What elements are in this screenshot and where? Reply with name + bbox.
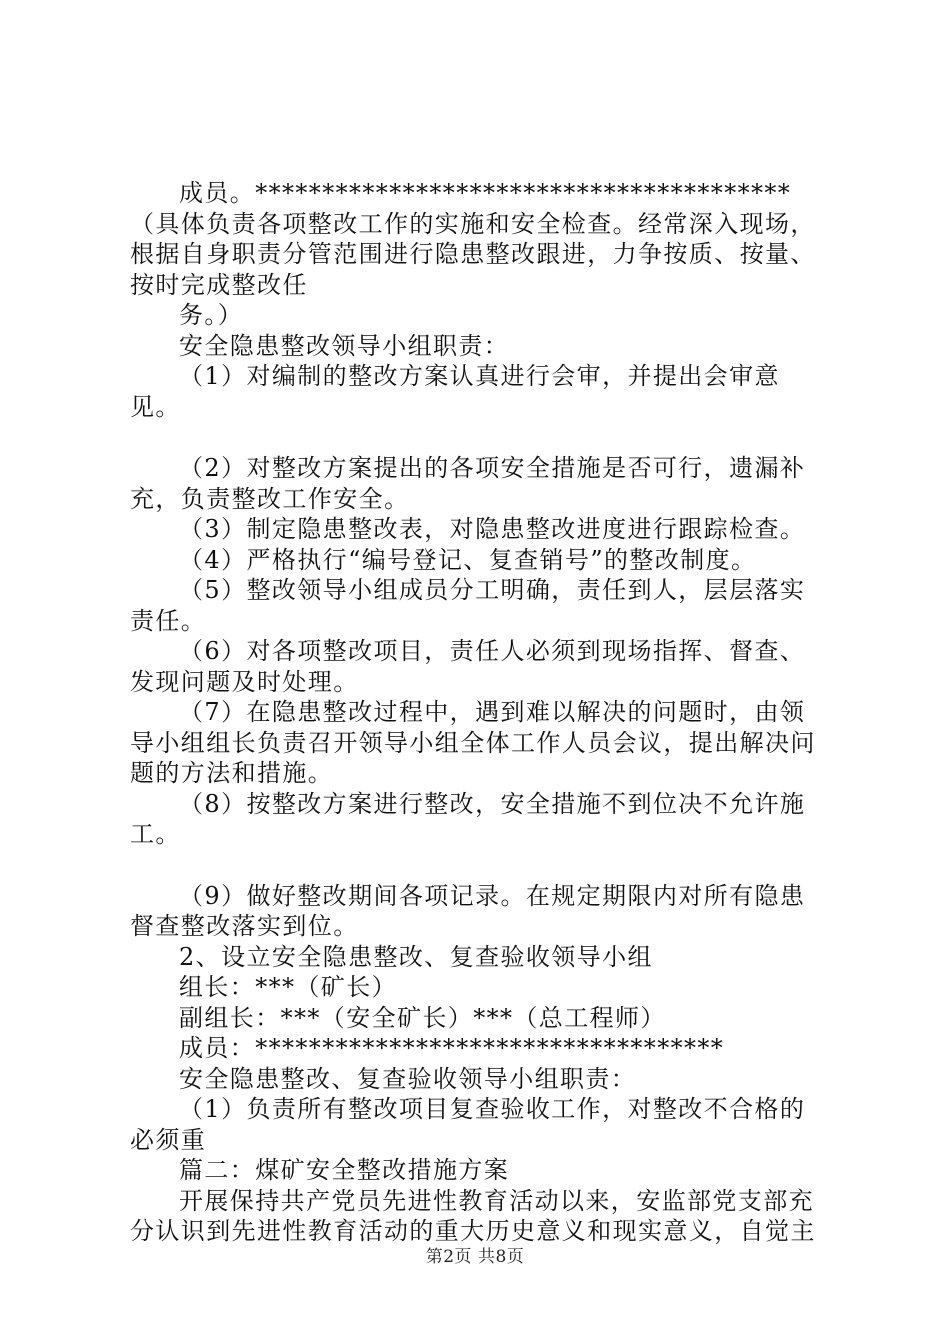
paragraph-duty-8: （8）按整改方案进行整改，安全措施不到位决不允许施工。: [130, 789, 806, 848]
paragraph-article-2-title: 篇二：煤矿安全整改措施方案: [179, 1156, 510, 1184]
paragraph-duty-2: （2）对整改方案提出的各项安全措施是否可行，遗漏补充，负责整改工作安全。: [130, 454, 806, 513]
blank-line: [130, 422, 830, 453]
paragraph-duty-1: （1）对编制的整改方案认真进行会审，并提出会审意见。: [130, 362, 780, 421]
blank-line: [130, 850, 830, 881]
paragraph-members-2: 成员：***********************************: [179, 1034, 725, 1062]
paragraph-deputy-leader: 副组长：***（安全矿长）***（总工程师）: [179, 1003, 666, 1032]
paragraph-leader: 组长：***（矿长）: [179, 973, 397, 1001]
paragraph-duty-6: （6）对各项整改项目，责任人必须到现场指挥、督查、发现问题及时处理。: [130, 637, 806, 696]
paragraph-duty-4: （4）严格执行“编号登记、复查销号”的整改制度。: [179, 545, 757, 574]
paragraph-members-end: 务。）: [179, 301, 244, 329]
paragraph-article-2-body: 开展保持共产党员先进性教育活动以来，安监部党支部充分认识到先进性教育活动的重大历史意义和现实意义，自觉主: [130, 1186, 816, 1245]
paragraph-heading-duties-2: 安全隐患整改、复查验收领导小组职责：: [179, 1064, 637, 1093]
paragraph-members: 成员。****************************************（具体负责各项整改工作的实施和安全检查。经常深入现场，根据自身职责分管范围进行隐患整改跟进，力争按质、按量、按时完成整改任: [130, 179, 816, 299]
paragraph-duty-7: （7）在隐患整改过程中，遇到难以解决的问题时，由领导小组组长负责召开领导小组全体工作人员会议，提出解决问题的方法和措施。: [130, 698, 816, 787]
paragraph-duty-5: （5）整改领导小组成员分工明确，责任到人，层层落实责任。: [130, 576, 806, 635]
paragraph-duty-3: （3）制定隐患整改表，对隐患整改进度进行跟踪检查。: [179, 515, 806, 543]
paragraph-review-duty-1: （1）负责所有整改项目复查验收工作，对整改不合格的必须重: [130, 1095, 806, 1154]
page-footer: 第2页 共8页: [425, 1247, 525, 1267]
paragraph-duty-9: （9）做好整改期间各项记录。在规定期限内对所有隐患督查整改落实到位。: [130, 881, 806, 940]
paragraph-heading-duties: 安全隐患整改领导小组职责：: [179, 331, 510, 360]
paragraph-section-2: 2、设立安全隐患整改、复查验收领导小组: [179, 942, 653, 971]
document-body: [130, 178, 830, 1247]
